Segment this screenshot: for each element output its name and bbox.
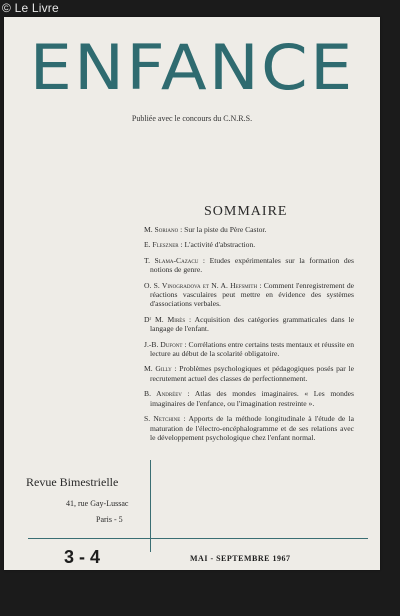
toc-title: Corrélations entre certains tests mentaux et réussite en lecture au début de la scolarité obligatoire. <box>150 339 355 359</box>
toc-title: Problèmes psychologiques et pédagogiques posés par le recrutement actuel des classes de perfectionnement. <box>150 364 354 383</box>
toc-author: J.-B. Dufont : <box>144 339 187 349</box>
toc-author: T. Slama-Cazacu : <box>144 255 206 265</box>
toc-entry <box>144 225 354 234</box>
sommaire-heading: SOMMAIRE <box>204 204 288 219</box>
publication-frequency: Revue Bimestrielle <box>26 475 119 489</box>
journal-cover <box>4 17 380 570</box>
issue-number: 3 - 4 <box>64 547 101 567</box>
table-of-contents <box>144 225 354 448</box>
toc-entry <box>144 315 354 334</box>
issue-date: MAI - SEPTEMBRE 1967 <box>190 554 291 563</box>
publisher-address: 41, rue Gay-Lussac <box>66 499 129 508</box>
toc-entry <box>144 340 354 359</box>
toc-author: Dʳ M. Mirès : <box>144 314 192 324</box>
journal-subtitle: Publiée avec le concours du C.N.R.S. <box>131 114 253 123</box>
toc-author: M. Soriano : <box>144 225 183 234</box>
toc-title: Apports de la méthode longitudinale à l'étude de la maturation de l'électro-encéphalogramme et de ses relations avec le développement psychologique chez l'enfant normal. <box>150 414 354 442</box>
toc-title: Acquisition des catégories grammaticales dans le langage de l'enfant. <box>150 314 354 334</box>
toc-entry <box>144 240 354 249</box>
toc-title: Etudes expérimentales sur la formation des notions de genre. <box>150 255 354 275</box>
toc-title: L'activité d'abstraction. <box>184 240 256 250</box>
toc-author: O. S. Vinogradova et N. A. Hefsmith : <box>144 280 262 290</box>
toc-author: B. Andréev : <box>144 389 190 399</box>
toc-author: S. Netchine : <box>144 414 186 424</box>
toc-title: Comment l'enregistrement de réactions vasculaires peut mettre en évidence des systèmes d'associations verbales. <box>150 280 354 309</box>
toc-entry <box>144 256 354 275</box>
publisher-city: Paris - 5 <box>96 515 123 524</box>
toc-title: Sur la piste du Père Castor. <box>184 225 267 234</box>
horizontal-divider <box>28 538 368 539</box>
toc-entry <box>144 281 354 309</box>
watermark-text: © Le Livre <box>2 1 59 15</box>
toc-entry <box>144 364 354 383</box>
toc-entry <box>144 389 354 408</box>
toc-author: E. Fleszner : <box>144 240 183 250</box>
toc-author: M. Gilly : <box>144 364 177 374</box>
toc-title: Atlas des mondes imaginaires. « Les mondes imaginaires de l'enfance, ou l'imagination restreinte ». <box>150 389 354 408</box>
journal-title: ENFANCE <box>29 31 355 104</box>
toc-entry <box>144 414 354 442</box>
